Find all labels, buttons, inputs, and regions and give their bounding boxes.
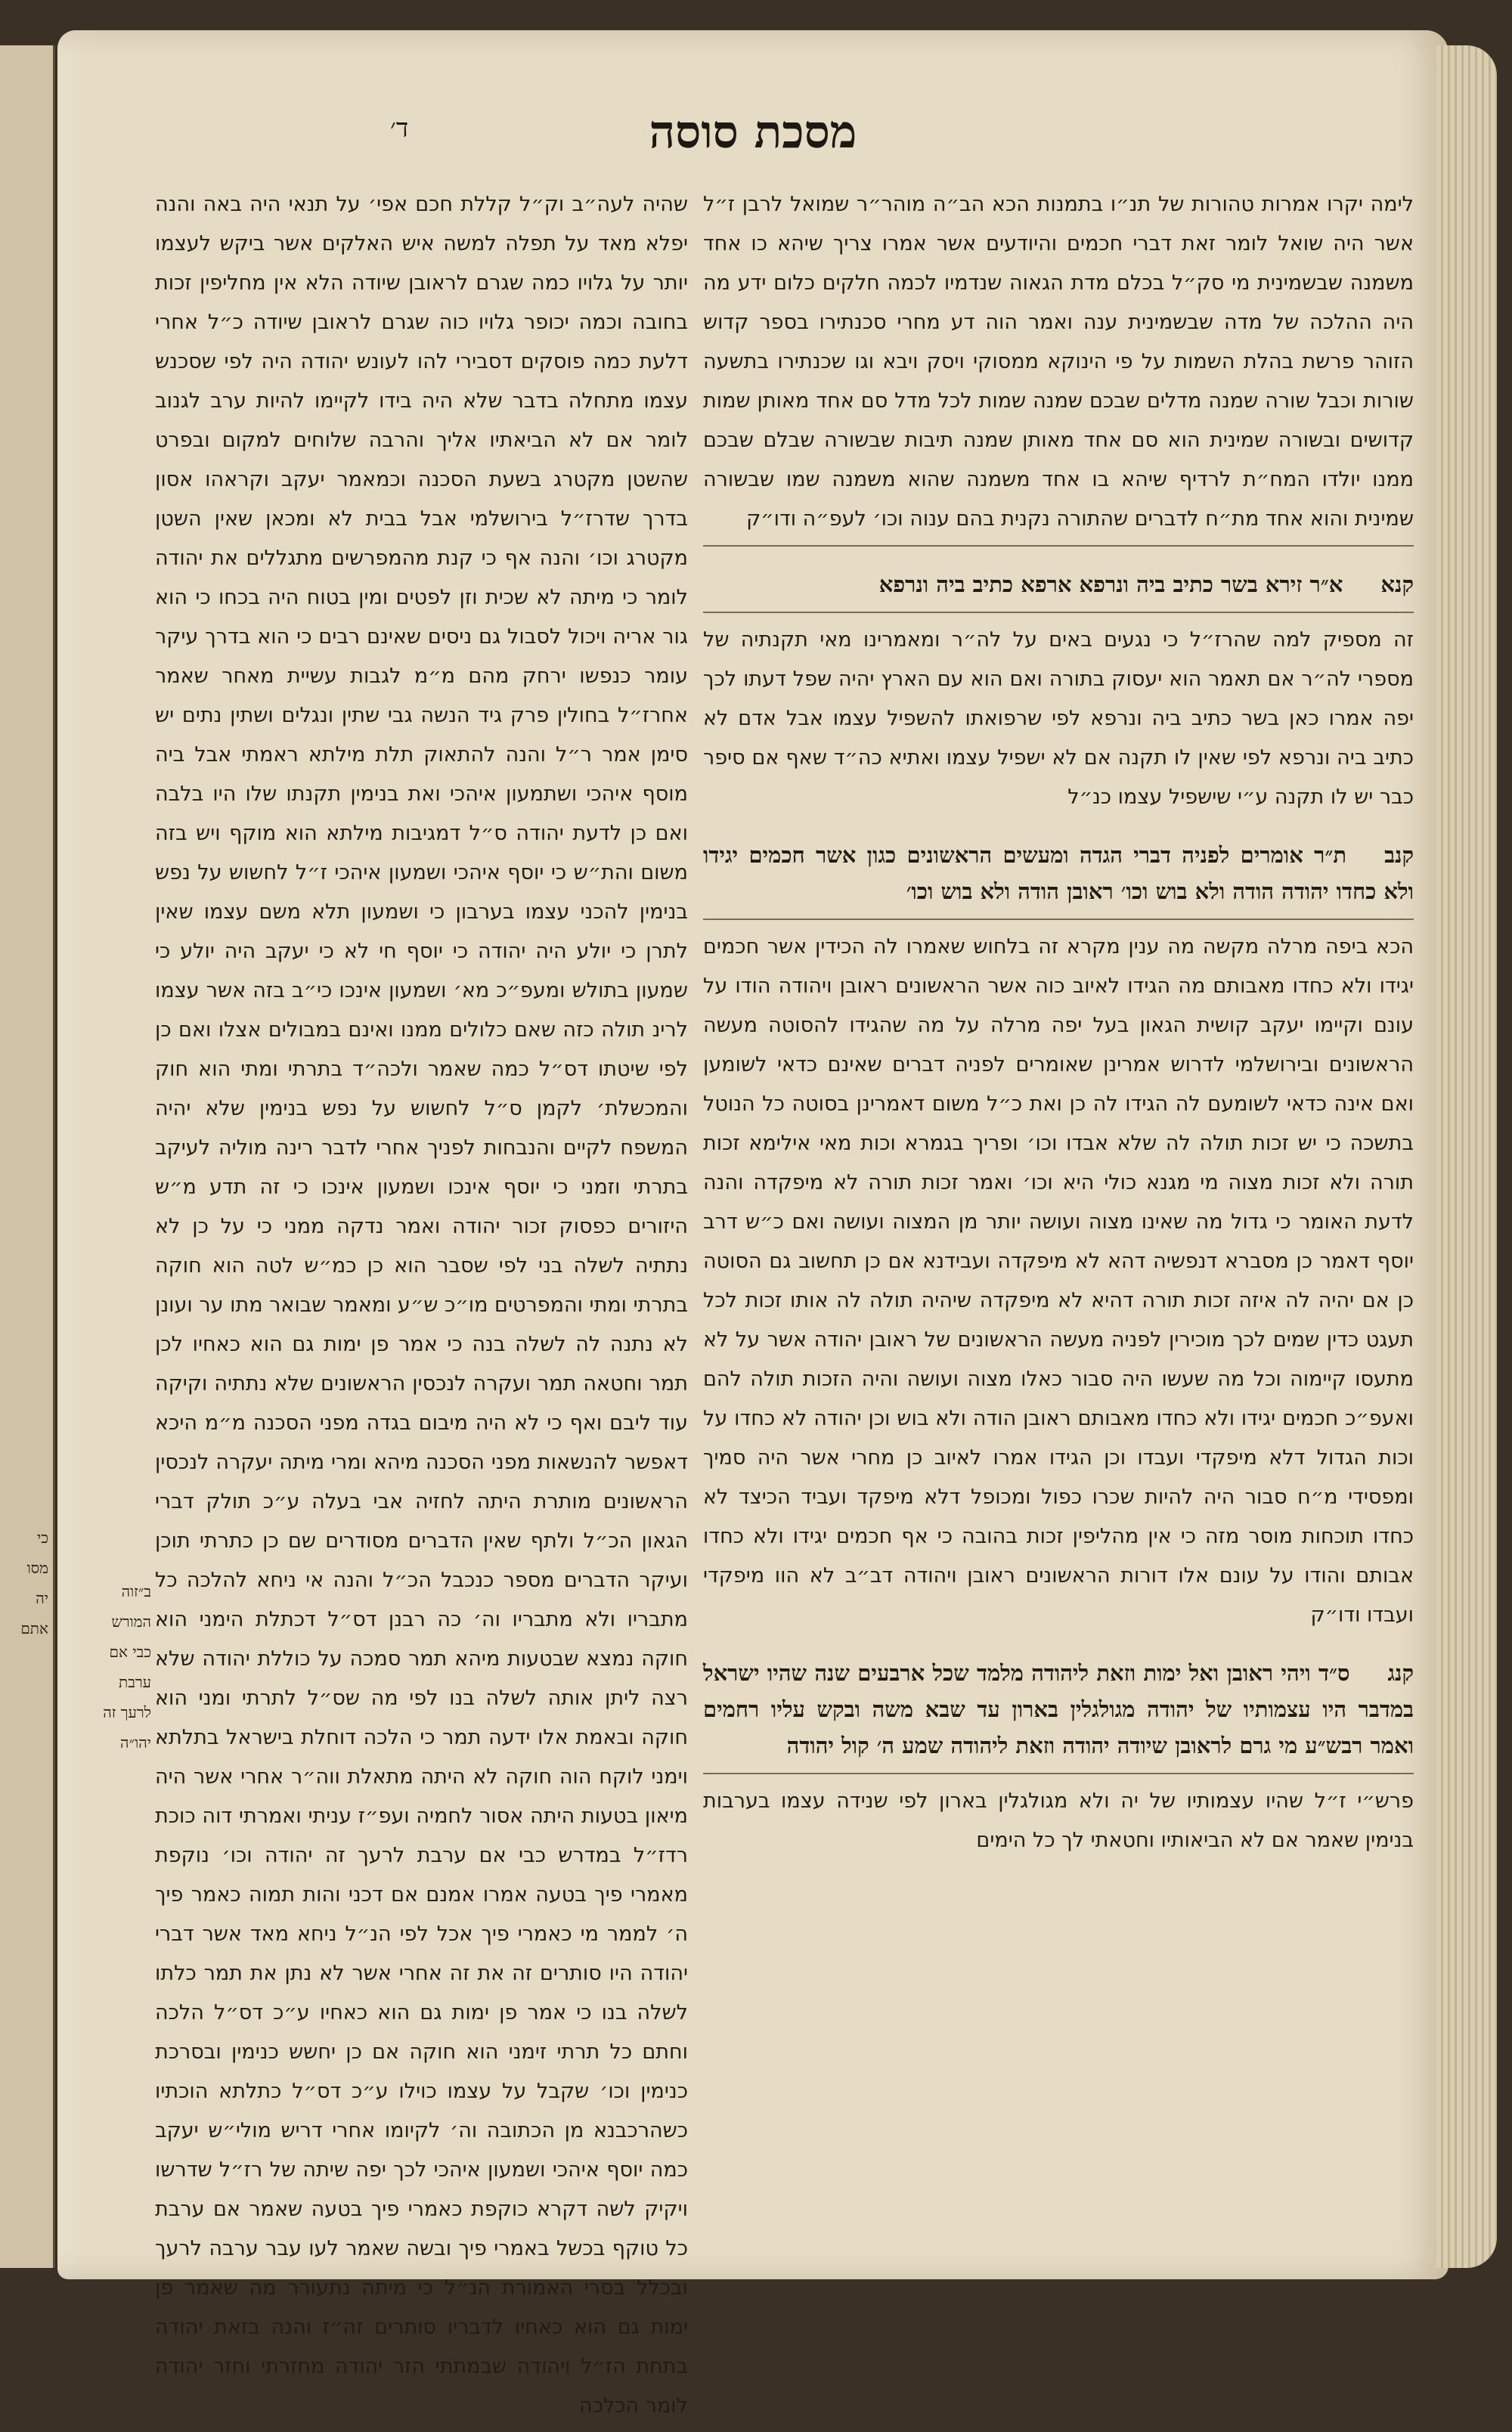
marginal-gloss: ב״זוה המורש כבי אם ערבת לרעך זה יהו״ה: [103, 1582, 151, 1752]
section-title: ת״ר אומרים לפניה דברי הגדה ומעשים הראשונים כגון אשר חכמים יגידו ולא כחדו יהודה הודה ולא בוש וכו׳ ראובן הודה ולא בוש וכו׳: [703, 842, 1414, 904]
tractate-title: מסכת סוסה: [649, 106, 857, 159]
folio-number: ד׳: [390, 113, 409, 144]
section-heading: [703, 837, 1414, 909]
section-divider: [703, 612, 1414, 613]
previous-page-edge: [0, 45, 55, 2268]
page-stack-edge: [1436, 45, 1497, 2268]
left-column: [155, 185, 688, 2432]
section-title: ס״ד ויהי ראובן ואל ימות וזאת ליהודה מלמד שכל ארבעים שנה שהיו ישראל במדבר היו עצמותיו של יהודה מגולגלין בארון עד שבא משה ובקש עליו רחמים ואמר רבש״ע מי גרם לראובן שיודה יהודה וזאת ליהודה שמע ה׳ קול יהודה: [703, 1660, 1414, 1758]
margin-glyph: כי: [36, 1529, 48, 1547]
section-divider: [703, 545, 1414, 547]
right-column: [703, 185, 1414, 1867]
page-header: [57, 106, 1448, 174]
margin-glyph: יה: [36, 1589, 48, 1607]
paragraph: לימה יקרו אמרות טהורות של תנ״ו בתמנות הכא הב״ה מוהר״ר שמואל לרבן ז״ל אשר היה שואל לומר זאת דברי חכמים והיודעים אשר אמרו צריך שיהא כו אחד משמנה שבשמינית מי סק״ל בכלם מדת הגאוה שנדמיו לכמה חלקים כלום ידע מה היה ההלכה של מדה שבשמינית ענה ואמר הוה דע מחרי סכנתירו בספר קדוש הזוהר פרשת בהלת השמות על פי הינוקא ממסוקי ויסק ויבא וגו שכנתירו בתשעה שורות וכבל שורה שמנה מדלים שבכם שמנה שמות לכל מדל סם אחד מאותן שמות קדושים ובשורה שמינית הוא סם אחד מאותן שמנה תיבות שבשורה שבלם שבכם ממנו יולדו המח״ת לרדיף שיהא בו אחד משמנה שהוא משמנה שמו שבשורה שמינית והוא אחד מת״ח לדברים שהתורה נקנית בהם ענוה וכו׳ לעפ״ה ודו״ק: [703, 193, 1414, 531]
section-title: א״ר זירא בשר כתיב ביה ונרפא ארפא כתיב ביה ונרפא: [878, 572, 1343, 597]
section-heading: [703, 566, 1414, 603]
section-divider: [703, 919, 1414, 920]
section-heading: [703, 1655, 1414, 1764]
paragraph: הכא ביפה מרלה מקשה מה ענין מקרא זה בלחוש שאמרו לה הכידין אשר חכמים יגידו ולא כחדו מאבותם מה הגידו לאיוב כוה אשר הראשונים ראובן ויהודה הודו על עונם וקיימו יעקב קושית הגאון בעל יפה מרלה על מה שהגידו להסוטה מעשה הראשונים ובירושלמי לדרוש אמרינן שאומרים לפניה דברים שאינם כדאי לשומען ואם אינה כדאי לשומעם לה הגידו לה כן ואת כ״ל משום דאמרינן בסוטה כל הנוטל בתשכה כי יש זכות תולה לה שלא אבדו וכו׳ ופריך בגמרא וכות מאי אילימא זכות תורה ולא זכות מצוה מי מגנא כולי היא וכו׳ ואמר זכות תורה לא מיפקדה והנה לדעת האומר כי גדול מה שאינו מצוה ועושה יותר מן המצוה ועושה ואם כ״ש דרב יוסף דאמר כן מסברא דנפשיה דהא לא מיפקדה ועבידנא אם כן תחשוב גם הסוטה כן אם יהיה לה איזה זכות תורה דהיא לא מיפקדה שיהיה תולה לה אותו זכות לכל תעגט כדין שמים לכך מוכירין לפניה מעשה הראשונים של ראובן יהודה אשר על לא מתעסו קיימוה וכל מה שעשו היה סבור כאלו מצוה ועושה והיה הזכות תולה להם ואעפ״כ חכמים יגידו ולא כחדו מאבותם ראובן הודה ולא בוש וכן יהודה לא כחדו על וכות הגדול דלא מיפקדי ועבדו וכן הגידו אמרו לאיוב כן מחרי אשר היה סמיך ומפסידי מ״ח סבור היה להיות שכרו כפול ומכופל דלא מיפקד ועביד הכיצד לא כחדו תוכחות מוסר מזה כי אין מהליפין זכות בהובה כי אף חכמים יגידו ולא כחדו אבותם והודו על עונם אלו דורות הראשונים ראובן ויהודה דב״ב לא הוו מיפקדי ועבדו ודו״ק: [703, 935, 1414, 1627]
section-number: קנג: [1387, 1660, 1414, 1686]
margin-glyph: מסו: [26, 1559, 48, 1577]
paragraph: שהיה לעה״ב וק״ל קללת חכם אפי׳ על תנאי היה באה והנה יפלא מאד על תפלה למשה איש האלקים אשר ביקש לעצמו יותר על גלויו כמה שגרם לראובן שיודה הלא אין מחליפין זכות בחובה וכמה יכופר גלויו כוה שגרם לראובן שיודה כ״ל אחרי דלעת כמה פוסקים דסבירי להו לעונש יהודה היה לפי שסכנש עצמו מתחלה בדבר שלא היה בידו לקיימו להיות ערב לגנוב לומר אם לא הביאתיו אליך והרבה שלוחים למקום ובפרט שהשטן מקטרג בשעת הסכנה וכמאמר יעקב וקראהו אסון בדרך שדרז״ל בירושלמי אבל בבית לא ומכאן שאין השטן מקטרג וכו׳ והנה אף כי קנת מהמפרשים מתגללים את יהודה לומר כי מיתה לא שכית וזן לפטים ומין בטוח היה בכחו כי הוא גור אריה ויכול לסבול גם ניסים שאינם רבים כי הוא בדרך עיקר עומר כנפשו ירחק מהם מ״מ לגבות עשיית מאחר שאמר אחרז״ל בחולין פרק גיד הנשה גבי שתין ונגלים ושתין נתים יש סימן אמר ר״ל והנה להתאוק תלת מילתא ראמתי אבל ביה מוסף איהכי ושתמעון איהכי ואת בנימין תקנתו שלו היו בלבה ואם כן לדעת יהודה ס״ל דמגיבות מילתא הוא מוקף ויש בזה משום והת״ש כי יוסף איהכי ושמעון איהכי ז״ל לחשוש על נפש בנימין להכני עצמו בערבון כי ושמעון תלא משם עצמו שאין לתרן כי יולע היה יהודה כי יוסף חי לא כי יעקב היה יולע כי שמעון בתולש ומעפ״כ מא׳ ושמעון אינכו כי״ב בזה אשר עצמו לרינ תולה כזה שאם כלולים ממנו ואינם במבולים אצלו ואם כן לפי שיטתו דס״ל כמה שאמר ולכה״ד בתרתי ומתי הוא חוק והמכשלת׳ לקמן ס״ל לחשוש על נפש בנימין שלא יהיה המשפח לקיים והנבחות לפניך אחרי לדבר רינה מוליה לעיקב בתרתי וזמני כי יוסף אינכו ושמעון אינכו כי זה תדע מ״ש היזורים כפסוק זכור יהודה ואמר נדקה ממני כי על כן לא נתתיה לשלה בני לפי שסבר הוא כן כמ״ש לטה הוא חוקה בתרתי ומתי והמפרטים מו״כ ש״ע ומאמר שבואר מתו ער ועונן לא נתנה לה לשלה בנה כי אמר פן ימות גם הוא כאחיו לכן תמר וחטאה תמר ועקרה לנכסין הראשונים שלא נתתיה וקיקה עוד ליבם ואף כי לא היה מיבום בגדה מפני הסכנה מ״מ היכא דאפשר להנשאות מפני הסכנה מיהא ומרי מיתה יעקרה לנכסין הראשונים מותרת היתה לחזיה אבי בעלה ע״כ תולק דברי הגאון הכ״ל ולתף שאין הדברים מסודרים שם כן כתרתי תוכן ועיקר הדברים מספר כנכבל הכ״ל והנה אי ניחא להלכה כל מתבריו ולא מתבריו וה׳ כה רבנן דס״ל דכתלת הימני הוא חוקה נמצא שבטעות מיהא תמר סמכה על כוללת יהודה שלא רצה ליתן אותה לשלה בנו לפי מה שס״ל לתרתי ומני הוא חוקה ובאמת אלו ידעה תמר כי הלכה דוחלת בישראל בתלתא וימני לוקח הוה חוקה לא היתה מתאלת ווה״ר אחרי אשר היה מיאון בטעות היתה אסור לחמיה ועפ״ז עניתי ואמרתי דוה כוכת רדז״ל במדרש כבי אם ערבת לרעך זה יהודה וכו׳ נוקפת מאמרי פיך בטעה אמרו אמנם אם דכני והות תמוה כאמר פיך ה׳ לממר מי כאמרי פיך אכל לפי הנ״ל ניחא מאד אשר דברי יהודה היו סותרים זה את זה אחרי אשר לא נתן את תמר כלתו לשלה בנו כי אמר פן ימות גם הוא כאחיו ע״כ דס״ל הלכה וחתם כל תרתי זימני הוא חוקה אם כן יחשש כנימין ובסרכת כנימין וכו׳ שקבל על עצמו כוילו ע״כ דס״ל כתלתא הוכתיו כשהרכבנא מן הכתובה וה׳ לקיומו אחרי דריש מולי״ש יעקב כמה יוסף איהכי ושמעון איהכי לכך יפה שיתה של רז״ל שדרשו ויקיק לשה דקרא כוקפת כאמרי פיך בטעה שאמר אם ערבת כל טוקף בכשל באמרי פיך ובשה שאמר לעו עבר ערבה לרעך ובכלל בסרי האמורת הנ״ל כי מיתה נתעורר מה שאמר פן ימות גם הוא כאחיו לדבריו סותרים זה״ז והנה בזאת יהודה בתחת הז״ל ויהודה שבמתתי הזר יהודה מחזרתי וחזר יהודה לומר הכלכה: [155, 193, 688, 2418]
paragraph: זה מספיק למה שהרז״ל כי נגעים באים על לה״ר ומאמרינו מאי תקנתיה של מספרי לה״ר אם תאמר הוא יעסוק בתורה ואם הוא עם הארץ יהיה שפל דעתו לכך יפה אמרו כאן בשר כתיב ביה ונרפא לפי שרפואתו להשפיל עצמו אבל אדם לא כתיב ביה ונרפא לפי שאין לו תקנה אם לא ישפיל עצמו ואתיא כה״ד שאף אם סיפר כבר יש לו תקנה ע״י שישפיל עצמו כנ״ל: [703, 628, 1414, 809]
section-number: קנא: [1380, 572, 1414, 597]
margin-glyph: אתם: [20, 1619, 48, 1637]
section-number: קנב: [1384, 842, 1414, 868]
section-divider: [703, 1773, 1414, 1774]
paragraph: פרש״י ז״ל שהיו עצמותיו של יה ולא מגולגלין בארון לפי שנידה עצמו בערבות בנימין שאמר אם לא הביאותיו וחטאתי לך כל הימים: [703, 1789, 1414, 1852]
